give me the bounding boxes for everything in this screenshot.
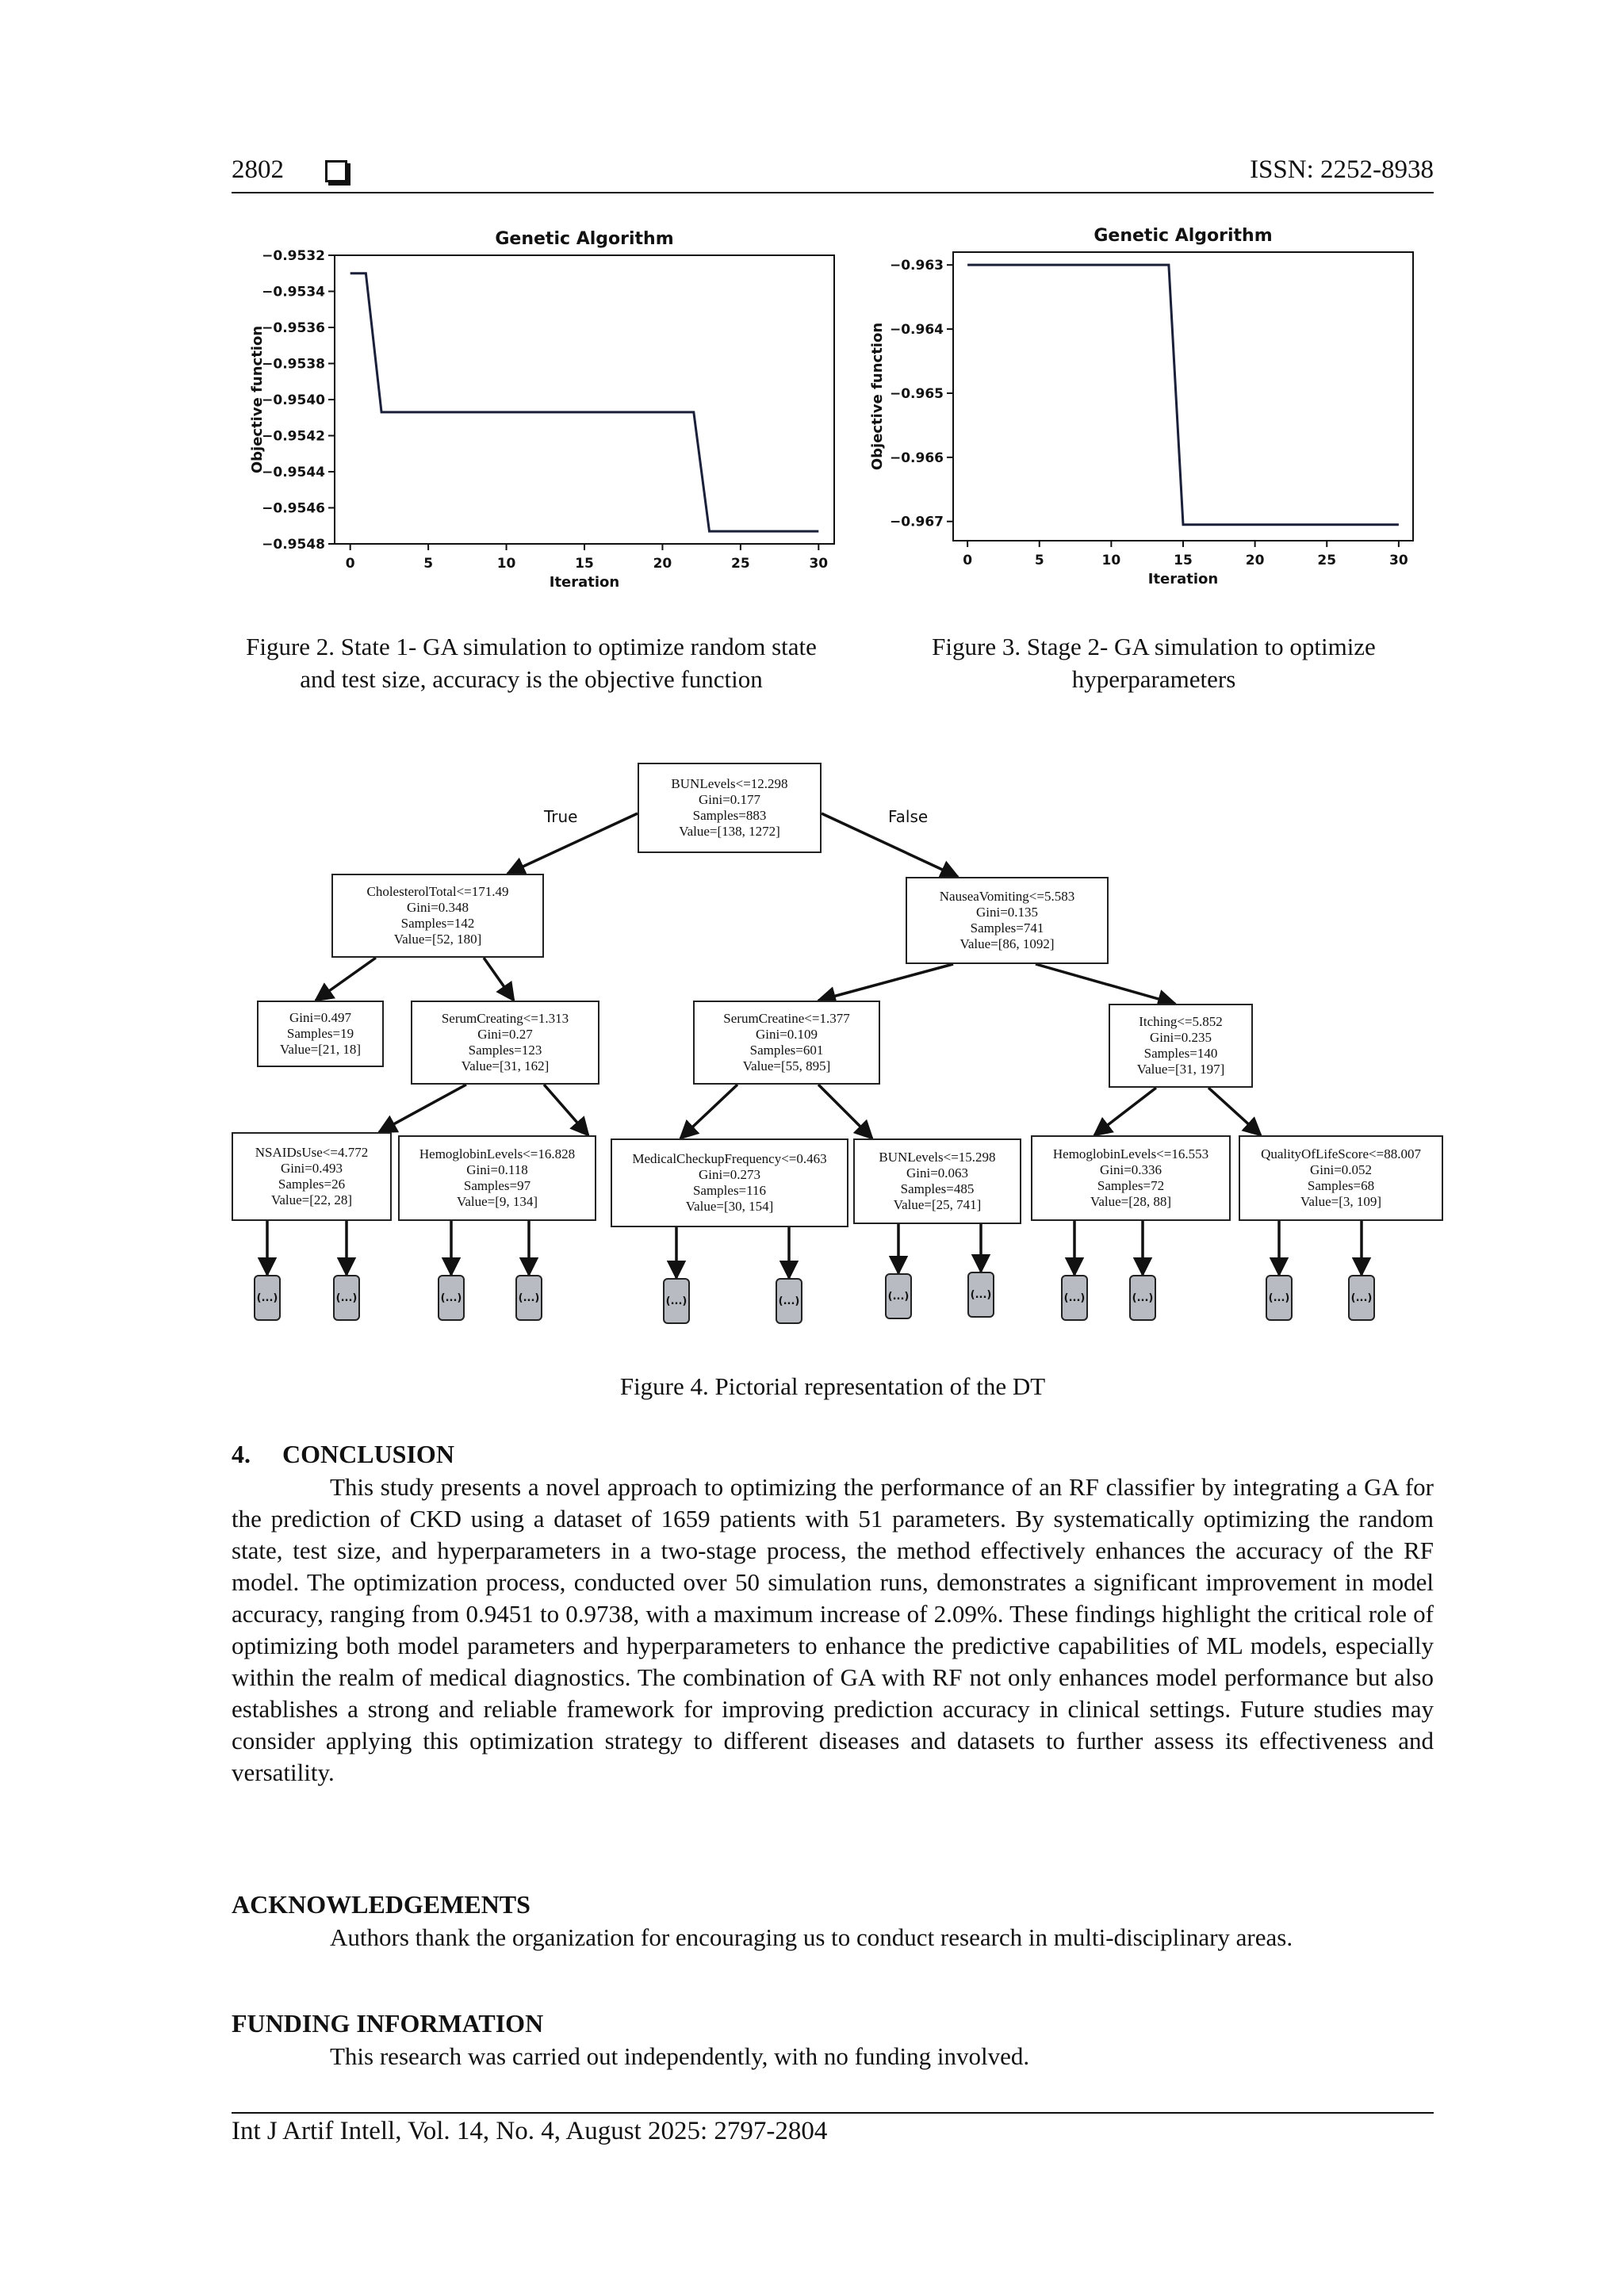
- tree-leaf-collapsed: (...): [967, 1272, 994, 1318]
- node-samples: Samples=123: [468, 1043, 542, 1058]
- node-gini: Gini=0.135: [975, 905, 1039, 920]
- figure-4-caption: Figure 4. Pictorial representation of the DT: [619, 1372, 1046, 1400]
- node-split: HemoglobinLevels<=16.828: [419, 1146, 576, 1161]
- tree-node-nsaids: [232, 1132, 392, 1221]
- tree-node-medical-checkup: [611, 1138, 848, 1227]
- node-value: Value=[22, 28]: [270, 1192, 353, 1207]
- acknowledgements-heading: ACKNOWLEDGEMENTS: [232, 1890, 530, 1919]
- node-gini: Gini=0.336: [1099, 1162, 1162, 1177]
- node-split: NSAIDsUse<=4.772: [255, 1145, 369, 1160]
- tree-edge-arrow: [484, 958, 514, 1001]
- x-tick-label: 5: [1034, 553, 1044, 568]
- tree-leaf-collapsed: (...): [438, 1275, 465, 1321]
- figure-2-caption: Figure 2. State 1- GA simulation to optimize random state and test size, accuracy is the objective function: [246, 633, 817, 693]
- node-gini: Gini=0.118: [466, 1162, 528, 1177]
- tree-node-hemoglobin-16553: [1031, 1135, 1231, 1221]
- y-tick-label: −0.9548: [262, 537, 325, 553]
- x-axis-label: Iteration: [549, 574, 620, 591]
- y-tick-label: −0.967: [889, 514, 944, 530]
- conclusion-text: This study presents a novel approach to optimizing the performance of an RF classifier by integrating a GA for the prediction of CKD using a dataset of 1659 patients with 51 parameters. By systematically optimizing the random state, test size, and hyperparameters in a two-stage process, the method effectively enhances the accuracy of the RF model. The optimization process, conducted over 50 simulation runs, demonstrates a significant improvement in model accuracy, ranging from 0.9451 to 0.9738, with a maximum increase of 2.09%. These findings highlight the critical role of optimizing both model parameters and hyperparameters to enhance the predictive capabilities of ML models, especially within the realm of medical diagnostics. The combination of GA with RF not only enhances model performance but also establishes a strong and reliable framework for improving prediction accuracy in clinical settings. Future studies may consider applying this optimization strategy to different diseases and datasets to further assess its effectiveness and versatility.: [232, 1473, 1434, 1786]
- tree-node-serum-creating: [411, 1001, 599, 1085]
- node-split: HemoglobinLevels<=16.553: [1052, 1146, 1209, 1161]
- y-tick-label: −0.9546: [262, 500, 325, 517]
- header-rule: [232, 192, 1434, 193]
- tree-leaf-collapsed: (...): [885, 1273, 912, 1319]
- node-gini: Gini=0.27: [477, 1027, 533, 1042]
- x-tick-label: 0: [345, 556, 355, 572]
- y-tick-label: −0.9544: [262, 465, 325, 480]
- node-gini: Gini=0.063: [906, 1165, 969, 1181]
- figure-2-chart: [230, 220, 833, 609]
- node-value: Value=[55, 895]: [742, 1058, 831, 1073]
- tree-node-cholesterol: [331, 874, 544, 958]
- node-value: Value=[30, 154]: [685, 1199, 774, 1214]
- node-value: Value=[31, 162]: [461, 1058, 550, 1073]
- figure-2-svg: [230, 220, 833, 609]
- tree-leaf-collapsed: (...): [663, 1278, 690, 1324]
- node-split: SerumCreating<=1.313: [441, 1011, 569, 1026]
- node-gini: Gini=0.177: [698, 792, 761, 807]
- x-tick-label: 15: [1174, 553, 1193, 568]
- x-tick-label: 30: [809, 556, 829, 572]
- tree-leaf-collapsed: (...): [1129, 1275, 1156, 1321]
- node-gini: Gini=0.493: [280, 1161, 343, 1176]
- tree-edge-arrow: [818, 964, 953, 1001]
- node-value: Value=[138, 1272]: [679, 824, 780, 839]
- x-tick-label: 25: [731, 556, 750, 572]
- y-tick-label: −0.9534: [262, 284, 325, 300]
- y-tick-label: −0.964: [889, 322, 944, 339]
- x-tick-label: 20: [653, 556, 672, 572]
- tree-edge-arrow: [1208, 1088, 1261, 1135]
- chart-title: Genetic Algorithm: [1094, 226, 1273, 246]
- x-tick-label: 25: [1317, 553, 1337, 568]
- tree-node-root: [638, 763, 822, 853]
- node-value: Value=[31, 197]: [1136, 1062, 1225, 1077]
- x-tick-label: 30: [1389, 553, 1408, 568]
- node-samples: Samples=116: [692, 1183, 767, 1198]
- square-bullet-icon: [325, 160, 347, 182]
- x-tick-label: 10: [496, 556, 516, 572]
- node-samples: Samples=68: [1307, 1178, 1375, 1193]
- node-value: Value=[28, 88]: [1090, 1194, 1172, 1209]
- edge-label-true: True: [544, 807, 578, 826]
- tree-node-serum-creatine: [693, 1001, 880, 1085]
- node-split: CholesterolTotal<=171.49: [366, 884, 509, 899]
- series-line: [350, 274, 819, 531]
- node-samples: Samples=601: [749, 1043, 824, 1058]
- node-samples: Samples=140: [1143, 1046, 1218, 1061]
- x-tick-label: 0: [963, 553, 973, 568]
- decision-tree-figure: [230, 745, 1435, 1332]
- x-tick-label: 20: [1245, 553, 1265, 568]
- tree-edge-arrow: [680, 1085, 737, 1138]
- tree-edge-arrow: [818, 1085, 872, 1138]
- node-samples: Samples=741: [970, 920, 1044, 936]
- issn: ISSN: 2252-8938: [1250, 155, 1434, 184]
- node-value: Value=[9, 134]: [456, 1194, 538, 1209]
- series-line: [967, 265, 1399, 525]
- plot-frame: [335, 255, 834, 544]
- page-number: 2802: [232, 155, 284, 184]
- node-gini: Gini=0.273: [698, 1167, 761, 1182]
- node-gini: Gini=0.109: [755, 1027, 818, 1042]
- figure-3-svg: [856, 220, 1443, 593]
- node-samples: Samples=97: [463, 1178, 531, 1193]
- tree-leaf-collapsed: (...): [333, 1275, 360, 1321]
- node-split: SerumCreatine<=1.377: [723, 1011, 850, 1026]
- edge-label-false: False: [888, 807, 929, 826]
- node-value: Value=[52, 180]: [393, 932, 482, 947]
- y-axis-label: Objective function: [249, 325, 266, 474]
- footer-rule: [232, 2112, 1434, 2114]
- node-samples: Samples=72: [1097, 1178, 1165, 1193]
- conclusion-heading: 4. CONCLUSION: [232, 1440, 454, 1468]
- acknowledgements-text: Authors thank the organization for encouraging us to conduct research in multi-disciplinary areas.: [330, 1923, 1293, 1951]
- tree-node-leaf-gini-0497: [257, 1001, 384, 1067]
- node-value: Value=[21, 18]: [279, 1042, 362, 1057]
- node-samples: Samples=26: [278, 1177, 346, 1192]
- acknowledgements-paragraph: [232, 1922, 1434, 1954]
- chart-title: Genetic Algorithm: [495, 229, 674, 249]
- y-axis-label: Objective function: [869, 322, 886, 471]
- figure-3-caption: Figure 3. Stage 2- GA simulation to optimize hyperparameters: [932, 633, 1376, 693]
- tree-edge-arrow: [316, 958, 376, 1001]
- x-tick-label: 15: [575, 556, 594, 572]
- tree-leaf-collapsed: (...): [254, 1275, 281, 1321]
- node-samples: Samples=485: [900, 1181, 975, 1196]
- y-tick-label: −0.9542: [262, 428, 325, 445]
- node-gini: Gini=0.497: [289, 1010, 352, 1025]
- node-value: Value=[3, 109]: [1300, 1194, 1382, 1209]
- figure-3-chart: [856, 220, 1443, 593]
- node-value: Value=[86, 1092]: [959, 936, 1055, 951]
- node-split: NauseaVomiting<=5.583: [939, 889, 1075, 904]
- conclusion-paragraph: [232, 1471, 1434, 1789]
- node-split: BUNLevels<=15.298: [879, 1150, 996, 1165]
- running-header: [232, 155, 1434, 193]
- node-gini: Gini=0.235: [1149, 1030, 1212, 1045]
- funding-paragraph: [232, 2041, 1434, 2072]
- tree-node-itching: [1109, 1004, 1253, 1088]
- funding-heading: FUNDING INFORMATION: [232, 2009, 544, 2038]
- tree-edge-arrow: [1036, 964, 1175, 1004]
- tree-node-bun-15298: [853, 1138, 1021, 1224]
- node-split: BUNLevels<=12.298: [671, 776, 788, 791]
- x-tick-label: 5: [423, 556, 434, 572]
- tree-leaf-collapsed: (...): [515, 1275, 542, 1321]
- x-tick-label: 10: [1101, 553, 1121, 568]
- tree-edge-arrow: [544, 1085, 588, 1135]
- y-tick-label: −0.9532: [262, 248, 325, 264]
- node-gini: Gini=0.052: [1309, 1162, 1373, 1177]
- x-axis-label: Iteration: [1147, 571, 1219, 587]
- plot-frame: [953, 252, 1413, 541]
- funding-text: This research was carried out independently, with no funding involved.: [330, 2042, 1030, 2070]
- node-samples: Samples=883: [692, 808, 767, 823]
- y-tick-label: −0.9538: [262, 356, 325, 373]
- tree-leaf-collapsed: (...): [776, 1278, 802, 1324]
- y-tick-label: −0.9540: [262, 392, 325, 408]
- tree-node-hemoglobin-16828: [398, 1135, 596, 1221]
- node-samples: Samples=142: [400, 916, 475, 931]
- tree-edge-arrow: [379, 1085, 466, 1132]
- node-split: Itching<=5.852: [1139, 1014, 1223, 1029]
- y-tick-label: −0.965: [889, 385, 944, 402]
- tree-leaf-collapsed: (...): [1266, 1275, 1293, 1321]
- tree-edge-arrow: [1094, 1088, 1156, 1135]
- node-samples: Samples=19: [286, 1026, 354, 1041]
- tree-leaf-collapsed: (...): [1061, 1275, 1088, 1321]
- tree-node-quality-of-life: [1239, 1135, 1443, 1221]
- footer-citation: Int J Artif Intell, Vol. 14, No. 4, August 2025: 2797-2804: [232, 2117, 828, 2145]
- node-split: MedicalCheckupFrequency<=0.463: [632, 1151, 827, 1166]
- node-split: QualityOfLifeScore<=88.007: [1261, 1146, 1421, 1161]
- y-tick-label: −0.966: [889, 450, 944, 466]
- node-gini: Gini=0.348: [406, 900, 469, 915]
- y-tick-label: −0.9536: [262, 320, 325, 336]
- tree-node-nausea: [906, 877, 1109, 964]
- tree-leaf-collapsed: (...): [1348, 1275, 1375, 1321]
- y-tick-label: −0.963: [889, 258, 944, 274]
- node-value: Value=[25, 741]: [893, 1197, 982, 1212]
